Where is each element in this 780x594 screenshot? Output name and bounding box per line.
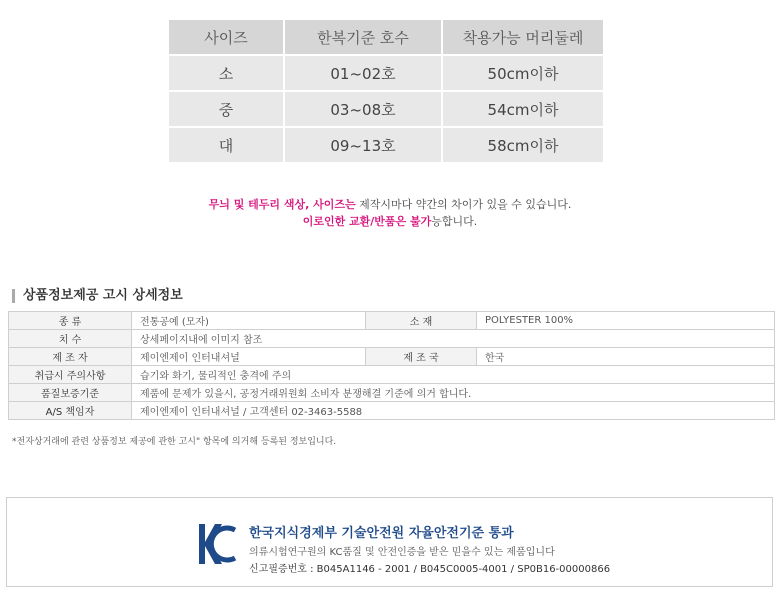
number-cell: 09~13호 — [285, 128, 441, 162]
table-row — [169, 92, 603, 126]
size-cell: 소 — [169, 56, 283, 90]
notice-text-2: 능합니다. — [431, 215, 478, 228]
number-cell: 01~02호 — [285, 56, 441, 90]
circumference-cell: 58cm이하 — [443, 128, 603, 162]
kc-description: 의류시험연구원의 KC품질 및 안전인증을 받은 믿을수 있는 제품입니다 — [249, 547, 555, 558]
header-hanbok-number: 한복기준 호수 — [285, 20, 441, 54]
notice-text — [0, 196, 780, 230]
table-row — [169, 56, 603, 90]
table-row — [9, 348, 775, 366]
spec-label: 제 조 자 — [9, 348, 132, 366]
spec-value: POLYESTER 100% — [477, 312, 775, 330]
spec-value: 전통공예 (모자) — [132, 312, 366, 330]
notice-text-1: 제작시마다 약간의 차이가 있을 수 있습니다. — [355, 198, 572, 211]
notice-line-1 — [0, 196, 780, 213]
spec-footnote: *전자상거래에 관련 상품정보 제공에 관한 고시" 항목에 의거해 등록된 정보입니다. — [12, 437, 337, 447]
kc-title: 한국지식경제부 기술안전원 자율안전기준 통과 — [249, 526, 514, 541]
table-row — [9, 330, 775, 348]
spec-value: 제이엔제이 인터내셔널 — [132, 348, 366, 366]
table-row — [169, 128, 603, 162]
spec-label: 취급시 주의사항 — [9, 366, 132, 384]
number-cell: 03~08호 — [285, 92, 441, 126]
size-cell: 대 — [169, 128, 283, 162]
spec-label: 품질보증기준 — [9, 384, 132, 402]
spec-label: 제 조 국 — [366, 348, 477, 366]
spec-value: 상세페이지내에 이미지 참조 — [132, 330, 775, 348]
size-table — [167, 18, 605, 164]
notice-highlight-2: 이로인한 교환/반품은 불가 — [302, 215, 432, 228]
notice-line-2 — [0, 213, 780, 230]
notice-highlight-1: 무늬 및 테두리 색상, 사이즈는 — [208, 198, 356, 211]
spec-value: 습기와 화기, 물리적인 충격에 주의 — [132, 366, 775, 384]
spec-label: 소 재 — [366, 312, 477, 330]
table-row — [9, 402, 775, 420]
spec-table — [8, 311, 775, 420]
spec-label: 종 류 — [9, 312, 132, 330]
header-size: 사이즈 — [169, 20, 283, 54]
table-row — [9, 366, 775, 384]
table-row — [9, 384, 775, 402]
kc-certificate-numbers: 신고필증번호 : B045A1146 - 2001 / B045C0005-4001 / SP0B16-00000866 — [249, 564, 611, 575]
spec-value: 제품에 문제가 있을시, 공정거래위원회 소비자 분쟁해결 기준에 의거 합니다. — [132, 384, 775, 402]
spec-value: 제이엔제이 인터내셔널 / 고객센터 02-3463-5588 — [132, 402, 775, 420]
size-table-header — [169, 20, 603, 54]
size-cell: 중 — [169, 92, 283, 126]
kc-logo-icon — [195, 520, 239, 570]
header-head-circumference: 착용가능 머리둘레 — [443, 20, 603, 54]
table-row — [9, 312, 775, 330]
spec-label: 치 수 — [9, 330, 132, 348]
circumference-cell: 54cm이하 — [443, 92, 603, 126]
kc-certification-box — [6, 497, 773, 587]
spec-section-title: 상품정보제공 고시 상세정보 — [12, 289, 183, 303]
circumference-cell: 50cm이하 — [443, 56, 603, 90]
spec-value: 한국 — [477, 348, 775, 366]
spec-label: A/S 책임자 — [9, 402, 132, 420]
